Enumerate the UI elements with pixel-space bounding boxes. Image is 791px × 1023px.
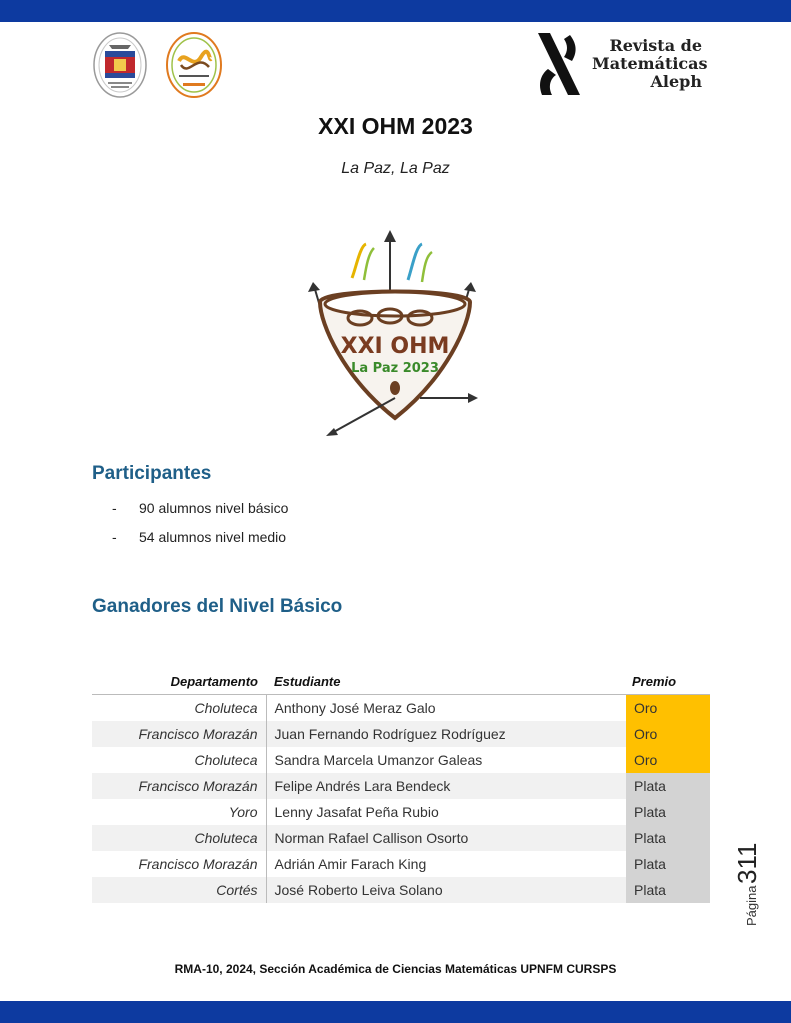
cell-premio-plata: Plata: [626, 825, 710, 851]
cell-departamento: Yoro: [92, 799, 266, 825]
page-number-value: 311: [732, 842, 762, 884]
participants-list: [112, 500, 288, 558]
cell-estudiante: Juan Fernando Rodríguez Rodríguez: [266, 721, 626, 747]
math-department-logo: [165, 31, 223, 99]
university-seal-logo: [92, 31, 148, 99]
cell-estudiante: Anthony José Meraz Galo: [274, 700, 436, 716]
cell-estudiante: Felipe Andrés Lara Bendeck: [266, 773, 626, 799]
column-header-estudiante: Estudiante: [274, 673, 341, 689]
table-row: [92, 851, 710, 877]
cell-estudiante: José Roberto Leiva Solano: [266, 877, 626, 903]
participants-heading: Participantes: [92, 463, 212, 484]
top-bar: [0, 0, 791, 22]
cell-departamento: Choluteca: [92, 825, 266, 851]
table-header-row: [92, 668, 710, 695]
cell-premio-plata: Plata: [626, 851, 710, 877]
table-row: [92, 747, 710, 773]
page-title: XXI OHM 2023: [318, 113, 473, 139]
participant-count-medium: 54 alumnos nivel medio: [139, 529, 287, 545]
list-item: - 90 alumnos nivel básico: [112, 500, 289, 516]
ohm-logo-line2: La Paz 2023: [351, 361, 439, 376]
cell-premio-plata: Plata: [626, 799, 710, 825]
table-row: [92, 799, 710, 825]
winners-table: [92, 668, 710, 903]
cell-departamento: Francisco Morazán: [92, 721, 266, 747]
cell-estudiante: Lenny Jasafat Peña Rubio: [274, 804, 439, 820]
revista-aleph-logo: [530, 29, 708, 99]
winners-heading: Ganadores del Nivel Básico: [92, 596, 343, 617]
cell-estudiante: Sandra Marcela Umanzor Galeas: [274, 752, 483, 768]
cell-premio-oro: Oro: [626, 721, 710, 747]
page-subtitle: La Paz, La Paz: [341, 160, 450, 177]
cell-premio-oro: Oro: [626, 747, 710, 773]
ohm-event-logo: [300, 228, 490, 440]
cell-premio-oro: Oro: [626, 695, 710, 722]
revista-title: [592, 36, 708, 91]
table-row: [92, 721, 710, 747]
cell-premio-plata: Plata: [626, 877, 710, 903]
participant-count-basic: 90 alumnos nivel básico: [139, 500, 289, 516]
bottom-bar: [0, 1001, 791, 1023]
cell-departamento: Cortés: [92, 877, 266, 903]
cell-premio-plata: Plata: [626, 773, 710, 799]
column-header-premio: Premio: [632, 673, 677, 689]
brand-line-3: Aleph: [650, 72, 702, 91]
ohm-logo-line1: XXI OHM: [340, 334, 450, 359]
list-item: - 54 alumnos nivel medio: [112, 529, 287, 545]
cell-departamento: Francisco Morazán: [92, 773, 266, 799]
cell-estudiante: Adrián Amir Farach King: [274, 856, 427, 872]
cell-estudiante: Norman Rafael Callison Osorto: [266, 825, 626, 851]
table-row: [92, 825, 710, 851]
cell-departamento: Choluteca: [92, 695, 266, 722]
aleph-icon: [530, 29, 586, 99]
cell-departamento: Francisco Morazán: [92, 851, 266, 877]
cell-departamento: Choluteca: [92, 747, 266, 773]
page-footer: RMA-10, 2024, Sección Académica de Ciencias Matemáticas UPNFM CURSPS: [174, 962, 617, 976]
page-label: Página: [744, 885, 759, 926]
table-row: [92, 695, 710, 722]
column-header-departamento: Departamento: [170, 673, 258, 689]
brand-line-1: Revista de: [609, 36, 702, 55]
table-row: [92, 877, 710, 903]
brand-line-2: Matemáticas: [592, 54, 708, 73]
table-row: [92, 773, 710, 799]
page-number: [720, 820, 780, 930]
